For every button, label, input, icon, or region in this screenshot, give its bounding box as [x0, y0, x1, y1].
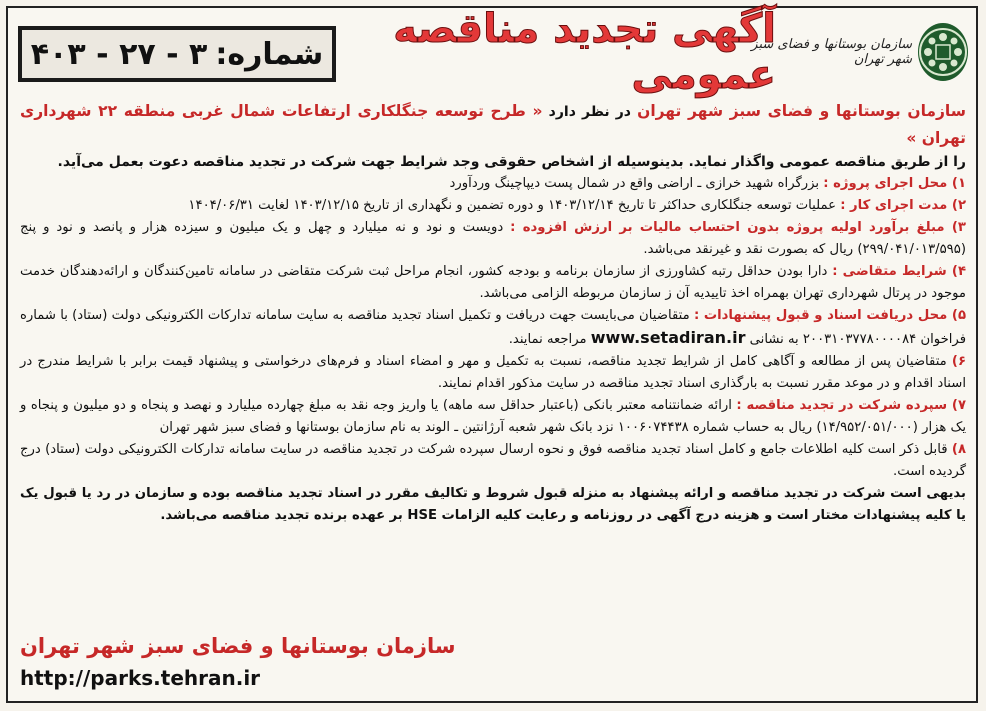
intro-org: سازمان بوستانها و فضای سبز شهر تهران — [637, 102, 966, 120]
item-2-label: ۲) مدت اجرای کار : — [840, 198, 966, 213]
footer-url-link[interactable]: http://parks.tehran.ir — [20, 666, 261, 690]
item-3-text: دویست و نود و نه میلیارد و چهل و یک میلیون و سیزده هزار و پانصد و نود و پنج (۲۹۹/۰۴۱/۰۱۳/۵۹۵) ریال که بصورت نقد و غیرنقد می‌باشد. — [20, 220, 966, 257]
title-wrap — [346, 6, 776, 98]
org-block — [728, 18, 968, 86]
item-5 — [20, 305, 966, 351]
notice-body — [20, 98, 966, 527]
notice-number-label: شماره: — [215, 36, 324, 72]
item-3 — [20, 217, 966, 261]
notice-number-box — [18, 26, 336, 82]
intro-mid: در نظر دارد — [542, 104, 638, 120]
item-2 — [20, 195, 966, 217]
setadiran-link[interactable]: www.setadiran.ir — [590, 328, 746, 347]
item-8-label: ۸) — [951, 442, 966, 457]
notice-title: آگهی تجدید مناقصه عمومی — [393, 6, 776, 98]
item-7-label: ۷) سپرده شرکت در تجدید مناقصه : — [736, 398, 966, 413]
item-5-text-after: مراجعه نمایند. — [508, 332, 591, 347]
item-6 — [20, 351, 966, 395]
item-8 — [20, 439, 966, 483]
item-6-label: ۶) — [951, 354, 966, 369]
notice-number-value: ۳ - ۲۷ - ۴۰۳ — [30, 36, 208, 72]
item-7-text: ارائه ضمانتنامه معتبر بانکی (باعتبار حداقل سه ماهه) یا واریز وجه نقد به مبلغ چهارده میلیارد و نهصد و پنجاه و دو میلیون و پنجاه و یک هزار (۱۴/۹۵۲/۰۵۱/۰۰۰) ریال به حساب شماره ۱۰۰۶۰۷۴۴۳۸ نزد بانک شهر شعبه آرژانتین ـ الوند به نام سازمان بوستانها و فضای سبز شهر تهران — [20, 398, 966, 435]
item-4-label: ۴) شرایط متقاضی : — [832, 264, 966, 279]
item-5-text: متقاضیان می‌بایست جهت دریافت و تکمیل اسناد تجدید مناقصه به سایت سامانه تدارکات الکترونیکی دولت (ستاد) با شماره فراخوان ۲۰۰۳۱۰۳۷۷۸۰۰۰۰۸۴ به نشانی — [20, 308, 966, 347]
intro-paragraph — [20, 98, 966, 151]
item-8-text: قابل ذکر است کلیه اطلاعات جامع و کامل اسناد تجدید مناقصه فوق و نحوه ارسال سپرده شرکت در تجدید مناقصه در سایت سامانه تدارکات الکترونیکی دولت (ستاد) درج گردیده است. — [20, 442, 966, 479]
item-1-text: بزرگراه شهید خرازی ـ اراضی واقع در شمال پست دیپاچینگ وردآورد — [449, 176, 824, 191]
parks-logo-icon — [918, 23, 968, 81]
item-2-text: عملیات توسعه جنگلکاری حداکثر تا تاریخ ۱۴۰۳/۱۲/۱۴ و دوره تضمین و نگهداری از تاریخ ۱۴۰۳/۱۲/۱۵ لغایت ۱۴۰۴/۰۶/۳۱ — [188, 198, 841, 213]
item-4 — [20, 261, 966, 305]
notice-sheet — [6, 6, 978, 703]
footer-org-name: سازمان بوستانها و فضای سبز شهر تهران — [20, 634, 456, 658]
org-name-header: سازمان بوستانها و فضای سبز شهر تهران — [751, 37, 912, 67]
header — [16, 6, 968, 98]
item-1 — [20, 173, 966, 195]
closing-paragraph: بدیهی است شرکت در تجدید مناقصه و ارائه پیشنهاد به منزله قبول شروط و تکالیف مقرر در اسناد تجدید مناقصه بوده و سازمان در رد یا قبول یک یا کلیه پیشنهادات مختار است و هزینه درج آگهی در روزنامه و رعایت کلیه الزامات HSE بر عهده برنده تجدید مناقصه می‌باشد. — [20, 486, 966, 523]
item-7 — [20, 395, 966, 439]
item-4-text: دارا بودن حداقل رتبه کشاورزی از سازمان برنامه و بودجه کشور، انجام مراحل ثبت شرکت متقاضی در سامانه تامین‌کنندگان و ارائه‌دهندگان خدمت موجود در پرتال شهرداری تهران بهمراه اخذ تاییدیه آن ز سازمان مربوطه الزامی می‌باشد. — [20, 264, 966, 301]
item-6-text: متقاضیان پس از مطالعه و آگاهی کامل از شرایط تجدید مناقصه، نسبت به تکمیل و مهر و امضاء اسناد و فرم‌های درخواستی و پیشنهاد قیمت برابر با شرایط مندرج در اسناد اقدام و در موعد مقرر نسبت به بارگذاری اسناد تجدید مناقصه در سایت مذکور اقدام نمایند. — [20, 354, 966, 391]
footer — [20, 634, 540, 700]
item-5-label: ۵) محل دریافت اسناد و قبول پیشنهادات : — [693, 308, 967, 323]
item-1-label: ۱) محل اجرای پروژه : — [823, 176, 966, 191]
item-3-label: ۳) مبلغ برآورد اولیه پروژه بدون احتساب مالیات بر ارزش افزوده : — [510, 220, 966, 235]
intro-rest: را از طریق مناقصه عمومی واگذار نماید. بدینوسیله از اشخاص حقوقی وجد شرایط جهت شرکت در تجدید مناقصه دعوت بعمل می‌آید. — [57, 154, 966, 170]
intro-project: « طرح توسعه جنگلکاری ارتفاعات شمال غربی منطقه ۲۲ شهرداری تهران » — [20, 102, 966, 147]
